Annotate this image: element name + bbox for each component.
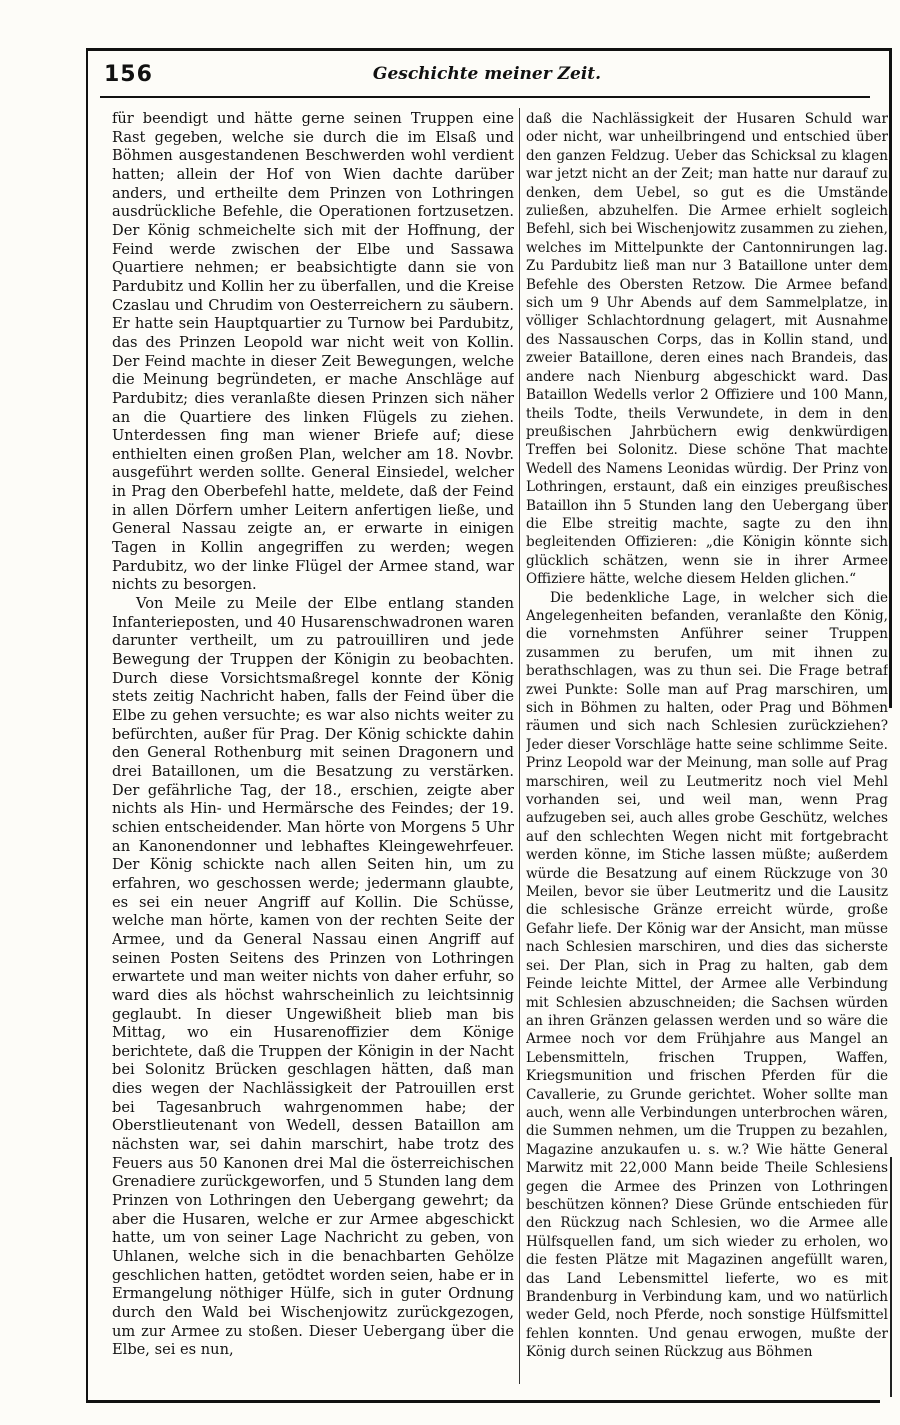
right-paragraph-1: daß die Nachlässigkeit der Husaren Schuld war oder nicht, war unheilbringend und entschied über den ganzen Feldzug. Ueber das Schicksal zu klagen war jetzt nicht an der Zeit; man hatte nur darauf zu denken, dem Uebel, so gut es die Umstände zuließen, abzuhelfen. Die Armee erhielt sogleich Befehl, sich bei Wischenjowitz zusammen zu ziehen, welches im Mittelpunkte der Cantonnirungen lag. Zu Pardubitz ließ man nur 3 Bataillone unter dem Befehle des Obersten Retzow. Die Armee befand sich um 9 Uhr Abends auf dem Sammelplatze, in völliger Schlachtordnung gelagert, mit Ausnahme des Nassauschen Corps, das in Kollin stand, und zweier Bataillone, deren eines nach Brandeis, das andere nach Nienburg abgeschickt ward. Das Bataillon Wedells verlor 2 Offiziere und 100 Mann, theils Todte, theils Verwundete, in dem in den preußischen Jahrbüchern ewig denkwürdigen Treffen bei Solonitz. Diese schöne That machte Wedell des Namens Leonidas würdig. Der Prinz von Lothringen, erstaunt, daß ein einziges preußisches Bataillon ihn 5 Stunden lang den Uebergang über die Elbe streitig machte, sagte zu den ihn begleitenden Offizieren: „die Königin könnte sich glücklich schätzen, wenn sie in ihrer Armee Offiziere hätte, welche diesem Helden glichen.“ (526, 111, 888, 588)
page-border-top (86, 48, 892, 51)
header-rule (100, 96, 870, 98)
page-header (104, 62, 870, 92)
left-text-column (112, 110, 514, 1380)
page-border-bottom (86, 1400, 880, 1403)
page-border-right (889, 48, 892, 708)
right-text-column (526, 110, 888, 1380)
page-number: 156 (104, 62, 153, 87)
running-title: Geschichte meiner Zeit. (372, 64, 602, 84)
page-border-left (86, 48, 88, 1403)
left-paragraph-2: Von Meile zu Meile der Elbe entlang standen Infanterieposten, und 40 Husarenschwadronen waren darunter vertheilt, um zu patrouilliren und jede Bewegung der Truppen der Königin zu beobachten. Durch diese Vorsichtsmaßregel konnte der König stets zeitig Nachricht haben, falls der Feind über die Elbe zu gehen versuchte; es war also nichts weiter zu befürchten, außer für Prag. Der König schickte dahin den General Rothenburg mit seinen Dragonern und drei Bataillonen, um die Besatzung zu verstärken. Der gefährliche Tag, der 18., erschien, zeigte aber nichts als Hin- und Hermärsche des Feindes; der 19. schien entscheidender. Man hörte von Morgens 5 Uhr an Kanonendonner und lebhaftes Kleingewehrfeuer. Der König schickte nach allen Seiten hin, um zu erfahren, wo geschossen werde; jedermann glaubte, es sei ein neuer Angriff auf Kollin. Die Schüsse, welche man hörte, kamen von der rechten Seite der Armee, und da General Nassau einen Angriff auf seinen Posten Seitens des Prinzen von Lothringen erwartete und man weiter nichts von daher erfuhr, so ward dies als höchst wahrscheinlich zu leichtsinnig geglaubt. In dieser Ungewißheit blieb man bis Mittag, wo ein Husarenoffizier dem Könige berichtete, daß die Truppen der Königin in der Nacht bei Solonitz Brücken geschlagen hätten, daß man dies wegen der Nachlässigkeit der Patrouillen erst bei Tagesanbruch wahrgenommen habe; der Oberstlieutenant von Wedell, dessen Bataillon am nächsten war, sei dahin marschirt, habe trotz des Feuers aus 50 Kanonen drei Mal die österreichischen Grenadiere zurückgeworfen, und 5 Stunden lang dem Prinzen von Lothringen den Uebergang gewehrt; da aber die Husaren, welche er zur Armee abgeschickt hatte, um von seiner Lage Nachricht zu geben, von Uhlanen, welche sich in die benachbarten Gehölze geschlichen hatten, getödtet worden seien, habe er in Ermangelung nöthiger Hülfe, sich in guter Ordnung durch den Wald bei Wischenjowitz zurückgezogen, um zur Armee zu stoßen. Dieser Uebergang über die Elbe, sei es nun, (112, 595, 514, 1359)
column-divider (519, 108, 520, 1384)
right-paragraph-2: Die bedenkliche Lage, in welcher sich die Angelegenheiten befanden, veranlaßte den König, die vornehmsten Anführer seiner Truppen zusammen zu berufen, um mit ihnen zu berathschlagen, was zu thun sei. Die Frage betraf zwei Punkte: Solle man auf Prag marschiren, um sich in Böhmen zu halten, oder Prag und Böhmen räumen und sich nach Schlesien zurückziehen? Jeder dieser Vorschläge hatte seine schlimme Seite. Prinz Leopold war der Meinung, man solle auf Prag marschiren, weil zu Leutmeritz noch viel Mehl vorhanden sei, und weil man, wenn Prag aufzugeben sei, auch alles grobe Geschütz, welches auf den schlechten Wegen nicht mit fortgebracht werden könne, im Stiche lassen müßte; außerdem würde die Besatzung auf einem Rückzuge von 30 Meilen, bevor sie über Leutmeritz und die Lausitz die schlesische Gränze erreicht würde, große Gefahr liefe. Der König war der Ansicht, man müsse nach Schlesien marschiren, und dies das sicherste sei. Der Plan, sich in Prag zu halten, gab dem Feinde leichte Mittel, der Armee alle Verbindung mit Schlesien abzuschneiden; die Sachsen würden an ihren Gränzen gelassen werden und so wäre die Armee noch vor dem Frühjahre aus Mangel an Lebensmitteln, frischen Truppen, Waffen, Kriegsmunition und frischen Pferden für die Cavallerie, zu Grunde gerichtet. Woher sollte man auch, wenn alle Verbindungen unterbrochen wären, die Summen nehmen, um die Truppen zu bezahlen, Magazine anzukaufen u. s. w.? Wie hätte General Marwitz mit 22,000 Mann beide Theile Schlesiens gegen die Armee des Prinzen von Lothringen beschützen können? Diese Gründe entschieden für den Rückzug nach Schlesien, wo die Armee alle Hülfsquellen fand, um sich wieder zu erholen, wo die festen Plätze mit Magazinen angefüllt waren, das Land Lebensmittel lieferte, wo es mit Brandenburg in Verbindung kam, und wo natürlich weder Geld, noch Pferde, noch sonstige Hülfsmittel fehlen konnten. Und genau erwogen, mußte der König durch seinen Rückzug aus Böhmen (526, 589, 888, 1361)
left-paragraph-1: für beendigt und hätte gerne seinen Truppen eine Rast gegeben, welche sie durch die im Elsaß und Böhmen ausgestandenen Beschwerden wohl verdient hatten; allein der Hof von Wien dachte darüber anders, und ertheilte dem Prinzen von Lothringen ausdrückliche Befehle, die Operationen fortzusetzen. Der König schmeichelte sich mit der Hoffnung, der Feind werde zwischen der Elbe und Sassawa Quartiere nehmen; er beabsichtigte dann sie von Pardubitz und Kollin her zu überfallen, und die Kreise Czaslau und Chrudim von Oesterreichern zu säubern. Er hatte sein Hauptquartier zu Turnow bei Pardubitz, das des Prinzen Leopold war nicht weit von Kollin. Der Feind machte in dieser Zeit Bewegungen, welche die Meinung begründeten, er mache Anschläge auf Pardubitz; dies veranlaßte diesen Prinzen sich näher an die Quartiere des linken Flügels zu ziehen. Unterdessen fing man wiener Briefe auf; diese enthielten einen großen Plan, welcher am 18. Novbr. ausgeführt werden sollte. General Einsiedel, welcher in Prag den Oberbefehl hatte, meldete, daß der Feind in allen Dörfern umher Leitern anfertigen ließe, und General Nassau zeigte an, er erwarte in einigen Tagen in Kollin angegriffen zu werden; wegen Pardubitz, wo der linke Flügel der Armee stand, war nichts zu besorgen. (112, 110, 514, 594)
page-edge-mark (890, 1157, 898, 1397)
